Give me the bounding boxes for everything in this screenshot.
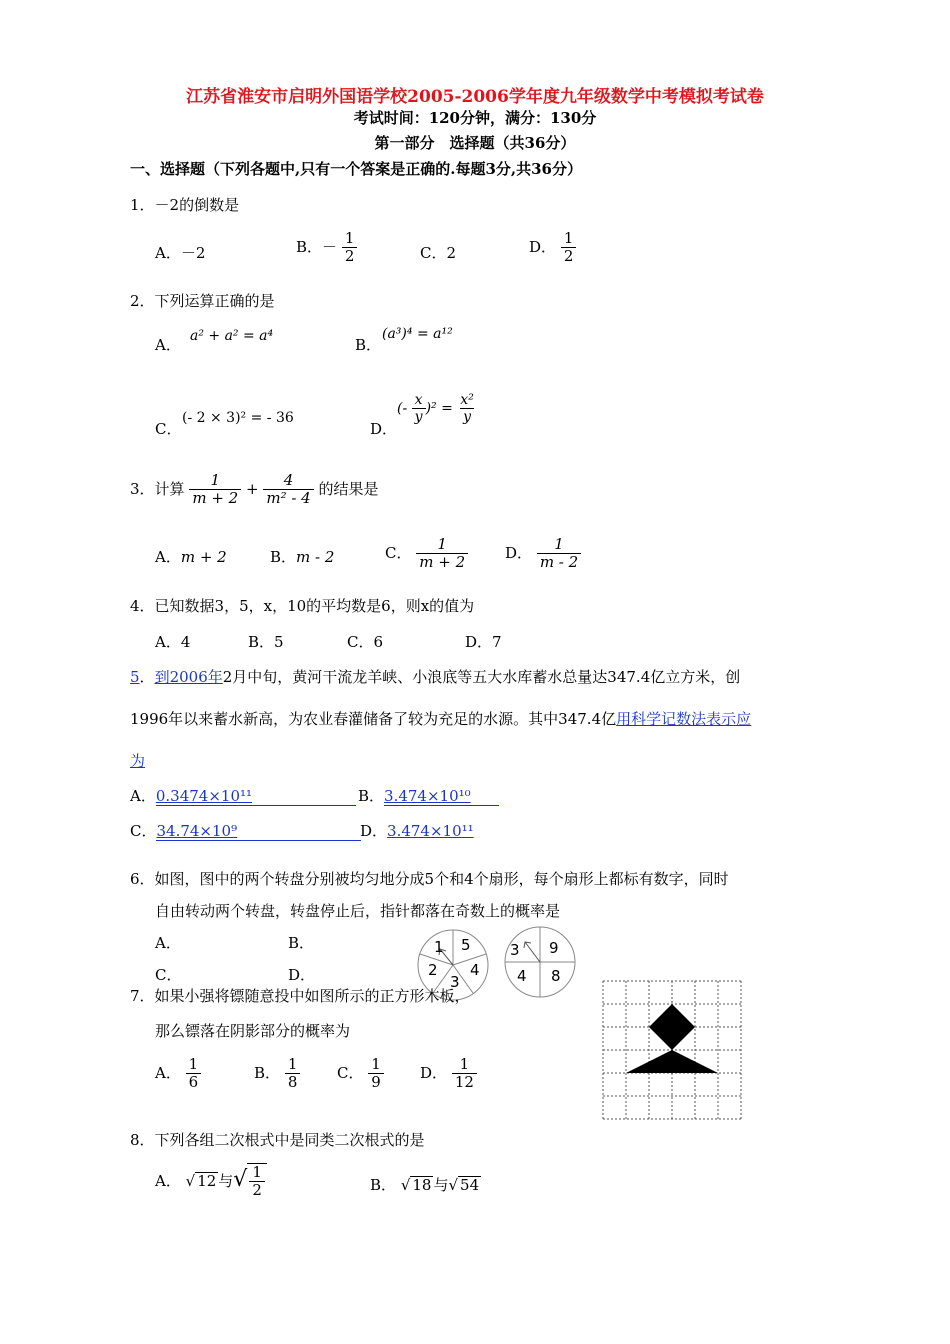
q2-option-d-expr: (- $\frac{x}{y}$ )² = $\frac{\text{x²}}{y}$ [397,392,474,426]
q5-option-a: A．0.3474×10¹¹ [130,785,356,806]
spinner-four-sectors [505,927,575,997]
q5-option-d: D．3.474×10¹¹ [360,822,474,840]
q4-option-b: B．5 [248,633,284,651]
q5-option-b-link[interactable]: 3.474×10¹⁰ [384,787,499,806]
q8-option-a: A． √ 12 与√ $\frac{1}{2}$ [155,1163,267,1200]
shaded-square [649,1004,695,1050]
section-heading: 一、选择题（下列各题中,只有一个答案是正确的.每题3分,共36分） [130,160,582,178]
q7-line1: 7．如果小强将镖随意投中如图所示的正方形木板， [130,987,470,1005]
q3-option-d: D． $\frac{1}{m - 2}$ [505,536,581,572]
q5-line2: 1996年以来蓄水新高，为农业春灌储备了较为充足的水源。其中347.4亿用科学记数法表示应 [130,710,752,728]
q5-notation-link-end[interactable]: 为 [130,752,146,770]
q5-date-link[interactable]: 到2006年 [154,668,223,686]
spinner2-number: 3 [510,941,520,959]
q1-option-c: C．2 [420,244,457,262]
q2-option-b-expr: (a³)⁴ = a¹² [382,326,453,342]
q4-stem: 4．已知数据3，5，x，10的平均数是6，则x的值为 [130,597,475,615]
q5-notation-link[interactable]: 用科学记数法表示应 [616,710,752,728]
q5-option-d-link[interactable]: 3.474×10¹¹ [387,822,474,840]
q3-stem: 3．计算 $\frac{1}{m + 2}$ + $\frac{4}{\text{m² - 4}}$ 的结果是 [130,471,379,508]
q6-line1: 6．如图，图中的两个转盘分别被均匀地分成5个和4个扇形，每个扇形上都标有数字，同时 [130,870,729,888]
q1-stem: 1．－2的倒数是 [130,196,240,214]
spinner1-number: 5 [461,936,471,954]
q6-line2: 自由转动两个转盘，转盘停止后，指针都落在奇数上的概率是 [155,902,561,920]
q7-line2: 那么镖落在阴影部分的概率为 [155,1022,351,1040]
q6-option-b: B． [288,934,315,952]
q4-option-a: A．4 [155,633,191,651]
q8-option-b: B． √ 18 与√ 54 [370,1176,480,1194]
q7-option-a: A． $\frac{1}{6}$ [155,1056,201,1092]
q6-option-c: C． [155,966,182,984]
q5-option-c-link[interactable]: 34.74×10⁹ [156,822,361,841]
q2-stem: 2．下列运算正确的是 [130,292,275,310]
dartboard-grid-figure [602,980,742,1120]
part-heading: 第一部分 选择题（共36分） [374,134,576,152]
q2-option-b-label: B． [355,336,382,354]
exam-title: 江苏省淮安市启明外国语学校2005-2006学年度九年级数学中考模拟考试卷 [186,87,764,107]
q1-option-b: B．－ $\frac{1}{2}$ [296,230,357,266]
spinner1-number: 1 [434,938,444,956]
q4-option-c: C．6 [347,633,384,651]
q5-option-a-link[interactable]: 0.3474×10¹¹ [156,787,356,806]
q3-option-a: A．m + 2 [155,548,227,566]
q3-option-c: C． $\frac{1}{m + 2}$ [385,536,468,572]
spinner2-number: 4 [517,967,527,985]
q7-option-c: C． $\frac{1}{9}$ [337,1056,384,1092]
spinner1-number: 4 [470,961,480,979]
q1-option-d: D． $\frac{1}{2}$ [529,230,576,266]
q2-option-c-label: C． [155,420,182,438]
exam-info: 考试时间：120分钟，满分：130分 [353,109,597,127]
q8-stem: 8．下列各组二次根式中是同类二次根式的是 [130,1131,425,1149]
q6-option-d: D． [288,966,316,984]
shaded-triangle [626,1050,718,1073]
spinner2-number: 8 [551,967,561,985]
q5-option-b: B．3.474×10¹⁰ [358,785,499,806]
q6-option-a: A． [155,934,181,952]
q5-line1: 5．到2006年2月中旬，黄河干流龙羊峡、小浪底等五大水库蓄水总量达347.4亿立方米，创 [130,668,741,686]
q3-option-b: B．m - 2 [270,548,335,566]
spinner1-number: 2 [428,961,438,979]
q5-number-link[interactable]: 5 [130,668,140,686]
q5-line3 [130,750,145,771]
q1-option-a: A．－2 [155,244,206,262]
q2-option-c-expr: (- 2 × 3)² = - 36 [182,410,294,426]
spinner2-number: 9 [549,939,559,957]
q7-option-b: B． $\frac{1}{8}$ [254,1056,300,1092]
q2-option-a-label: A． [155,336,181,354]
q2-option-d-label: D． [370,420,398,438]
q4-option-d: D．7 [465,633,502,651]
q2-option-a-expr: a² + a² = a⁴ [190,328,274,344]
q7-option-d: D． $\frac{1}{12}$ [420,1056,477,1092]
q5-option-c: C．34.74×10⁹ [130,820,361,841]
spinner1-number: 3 [450,973,460,991]
